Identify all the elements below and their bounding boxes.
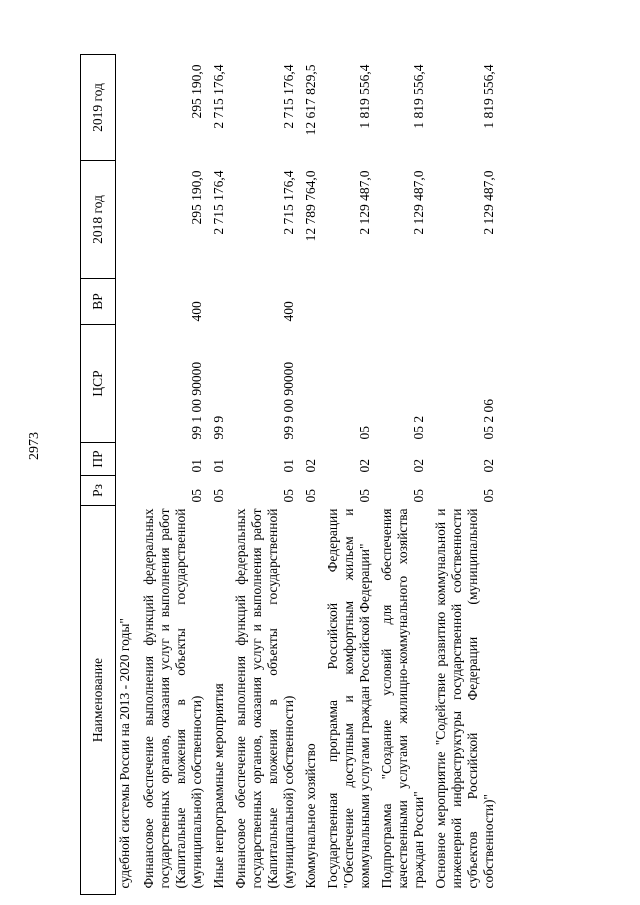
row-rz: 05 bbox=[303, 489, 318, 503]
row-2019: 1 819 556,4 bbox=[411, 64, 426, 129]
row-2019: 12 617 829,5 bbox=[303, 64, 318, 136]
header-2019: 2019 год bbox=[81, 55, 116, 161]
row-name: Иные непрограммные мероприятия bbox=[211, 683, 226, 889]
row-rz: 05 bbox=[281, 489, 296, 503]
row-rz: 05 bbox=[481, 489, 496, 503]
row-2019: 295 190,0 bbox=[189, 64, 204, 119]
row-2018: 2 715 176,4 bbox=[211, 170, 226, 235]
table-header-row bbox=[81, 55, 116, 895]
row-pr: 02 bbox=[303, 459, 318, 473]
row-2018: 12 789 764,0 bbox=[303, 170, 318, 242]
table-row bbox=[431, 55, 501, 895]
row-name: Основное мероприятие "Содействие развитию коммунальной и инженерной инфраструктуры государственной собственности субъектов Российской Федерации (муниципальной собственности)" bbox=[433, 508, 496, 889]
row-2019: 1 819 556,4 bbox=[357, 64, 372, 129]
row-vr bbox=[209, 279, 231, 325]
row-name: Государственная программа Российской Федерации "Обеспечение доступным и комфортным жильем и коммунальными услугами граждан Российской Федерации" bbox=[325, 508, 372, 889]
header-csr: ЦСР bbox=[81, 325, 116, 443]
row-name: Коммунальное хозяйство bbox=[303, 743, 318, 889]
row-pr: 02 bbox=[411, 459, 426, 473]
row-pr: 01 bbox=[211, 459, 226, 473]
row-vr bbox=[301, 279, 323, 325]
row-2019: 2 715 176,4 bbox=[281, 64, 296, 129]
row-csr: 99 9 00 90000 bbox=[281, 361, 296, 440]
table-row bbox=[377, 55, 431, 895]
row-name: Финансовое обеспечение выполнения функций федеральных государственных органов, оказания услуг и выполнения работ (Капитальные вложения в объекты государственной (муниципальной) собственности) bbox=[141, 508, 204, 889]
table-row bbox=[139, 55, 209, 895]
row-csr: 99 9 bbox=[211, 415, 226, 440]
row-csr: 05 bbox=[357, 426, 372, 440]
row-name: Подпрограмма "Создание условий для обеспечения качественными услугами жилищно-коммунального хозяйства граждан России" bbox=[379, 508, 426, 889]
row-2018: 2 129 487,0 bbox=[411, 170, 426, 235]
row-rz: 05 bbox=[189, 489, 204, 503]
row-vr bbox=[323, 279, 377, 325]
row-2018: 2 715 176,4 bbox=[281, 170, 296, 235]
row-2018: 295 190,0 bbox=[189, 170, 204, 225]
header-2018: 2018 год bbox=[81, 161, 116, 279]
row-2018: 2 129 487,0 bbox=[357, 170, 372, 235]
table-row bbox=[231, 55, 301, 895]
row-rz: 05 bbox=[411, 489, 426, 503]
header-rz: Рз bbox=[81, 476, 116, 506]
header-name: Наименование bbox=[81, 506, 116, 895]
row-pr: 02 bbox=[357, 459, 372, 473]
table-row bbox=[323, 55, 377, 895]
table-row bbox=[301, 55, 323, 895]
row-pr: 01 bbox=[281, 459, 296, 473]
row-vr: 400 bbox=[281, 301, 296, 322]
row-vr: 400 bbox=[189, 301, 204, 322]
row-vr bbox=[431, 279, 501, 325]
row-vr bbox=[377, 279, 431, 325]
row-csr: 99 1 00 90000 bbox=[189, 361, 204, 440]
row-2019: 1 819 556,4 bbox=[481, 64, 496, 129]
budget-table bbox=[80, 54, 501, 895]
budget-table-container bbox=[80, 55, 620, 895]
row-2018: 2 129 487,0 bbox=[481, 170, 496, 235]
page-number: 2973 bbox=[27, 432, 42, 460]
row-csr bbox=[301, 325, 323, 443]
continuation-row bbox=[116, 55, 140, 895]
row-csr: 05 2 06 bbox=[481, 399, 496, 440]
row-2019: 2 715 176,4 bbox=[211, 64, 226, 129]
header-vr: ВР bbox=[81, 279, 116, 325]
row-rz: 05 bbox=[357, 489, 372, 503]
row-rz: 05 bbox=[211, 489, 226, 503]
row-name: Финансовое обеспечение выполнения функций федеральных государственных органов, оказания услуг и выполнения работ (Капитальные вложения в объекты государственной (муниципальной) собственности) bbox=[233, 508, 296, 889]
row-pr: 01 bbox=[189, 459, 204, 473]
table-row bbox=[209, 55, 231, 895]
row-csr: 05 2 bbox=[411, 415, 426, 440]
row-pr: 02 bbox=[481, 459, 496, 473]
header-pr: ПР bbox=[81, 443, 116, 476]
continuation-text: судебной системы России на 2013 - 2020 годы" bbox=[117, 618, 132, 889]
